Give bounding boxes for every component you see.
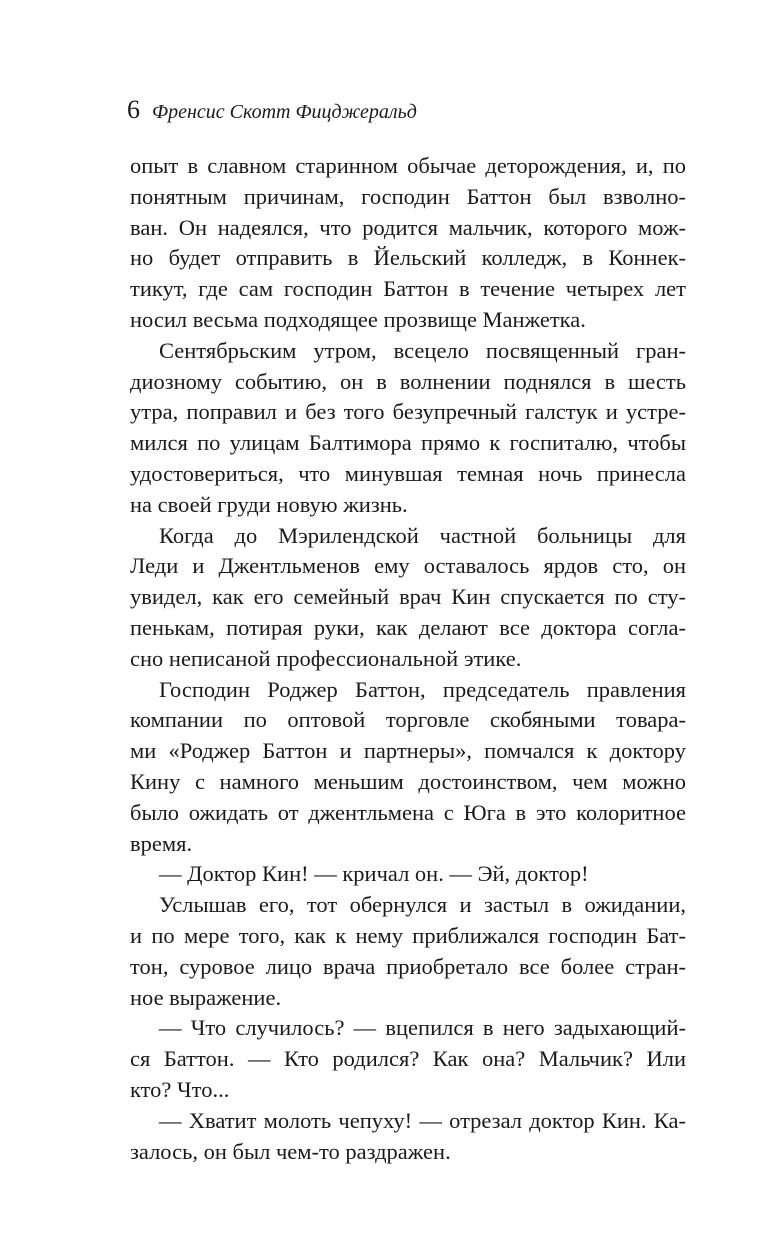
text-line: время. (130, 830, 193, 856)
text-line: удостовериться, что минувшая темная ночь принесла (130, 460, 686, 486)
text-line: на своей груди новую жизнь. (130, 491, 408, 517)
text-line: компании по оптовой торговле скобяными товара- (130, 707, 686, 733)
body-text (130, 151, 686, 1167)
text-line: увидел, как его семейный врач Кин спускается по сту- (130, 584, 686, 610)
text-line: Кину с намного меньшим достоинством, чем можно (130, 768, 686, 794)
text-line: Леди и Джентльменов ему оставалось ярдов сто, он (130, 553, 686, 579)
text-line: понятным причинам, господин Баттон был взволно- (130, 183, 686, 209)
text-line: диозному событию, он в волнении поднялся в шесть (130, 368, 686, 394)
text-line: ся Баттон. — Кто родился? Как она? Мальчик? Или (130, 1046, 686, 1072)
text-line: и по мере того, как к нему приближался господин Бат- (130, 922, 686, 948)
page-number: 6 (127, 95, 140, 124)
running-title: Френсис Скотт Фицджеральд (152, 101, 417, 123)
text-line: сно неписаной профессиональной этике. (130, 645, 522, 671)
paragraph-first-line: Господин Роджер Баттон, председатель правления (159, 676, 686, 702)
paragraph-first-line: Услышав его, тот обернулся и застыл в ожидании, (159, 892, 686, 918)
text-line: залось, он был чем-то раздражен. (130, 1138, 451, 1164)
text-line: ми «Роджер Баттон и партнеры», помчался к доктору (130, 738, 686, 764)
text-line: кто? Что... (130, 1076, 230, 1102)
text-line: опыт в славном старинном обычае деторождения, и, по (130, 153, 686, 178)
text-line: ное выражение. (130, 984, 282, 1010)
text-line: мился по улицам Балтимора прямо к госпиталю, чтобы (130, 430, 686, 456)
paragraph-first-line: — Доктор Кин! — кричал он. — Эй, доктор! (159, 861, 589, 887)
text-line: ван. Он надеялся, что родится мальчик, которого мож- (130, 214, 686, 240)
paragraph-first-line: Сентябрьским утром, всецело посвященный гран- (159, 337, 686, 363)
text-line: но будет отправить в Йельский колледж, в Коннек- (130, 245, 686, 271)
running-head (127, 95, 417, 125)
text-line: утра, поправил и без того безупречный галстук и устре- (130, 399, 686, 425)
text-line: пенькам, потирая руки, как делают все доктора согла- (130, 614, 686, 640)
text-line: носил весьма подходящее прозвище Манжетка. (130, 306, 586, 332)
paragraph-first-line: — Что случилось? — вцепился в него задыхающий- (159, 1015, 686, 1041)
text-line: тикут, где сам господин Баттон в течение четырех лет (130, 276, 686, 302)
paragraph-first-line: — Хватит молоть чепуху! — отрезал доктор Кин. Ка- (159, 1107, 686, 1133)
text-line: было ожидать от джентльмена с Юга в это колоритное (130, 799, 686, 825)
paragraph-first-line: Когда до Мэрилендской частной больницы для (159, 522, 686, 548)
text-line: тон, суровое лицо врача приобретало все более стран- (130, 953, 686, 979)
